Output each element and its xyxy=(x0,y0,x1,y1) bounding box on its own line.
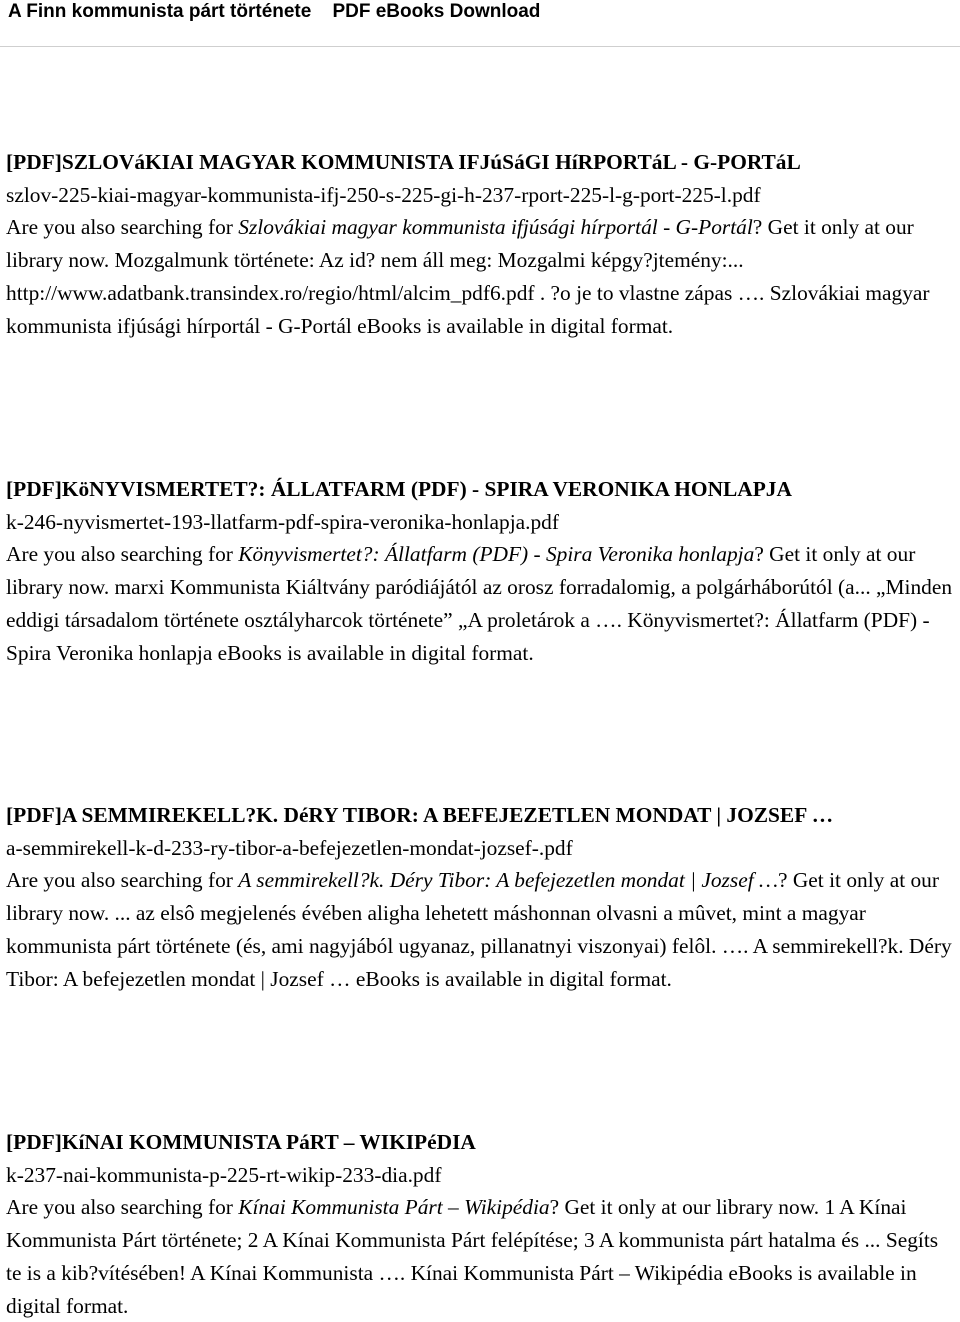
section-description: ? Get it only at our library now. ... az elsô megjelenés évében aligha lehetett máshonnan olvasni a mûvet, mint a magyar kommunista párt története (és, ami nagyjából ugyanaz, pillanatnyi viszonyai) felôl. …. A semmirekell?k. Déry Tibor: A befejezetlen mondat | Jozsef … eBooks is available in digital format. xyxy=(6,868,952,991)
pdf-filename: k-237-nai-kommunista-p-225-rt-wikip-233-dia.pdf xyxy=(6,1162,442,1187)
header-divider xyxy=(0,46,960,47)
pdf-filename: szlov-225-kiai-magyar-kommunista-ifj-250-s-225-gi-h-237-rport-225-l-g-port-225-l.pdf xyxy=(6,182,761,207)
result-section xyxy=(6,1126,954,1322)
page-header xyxy=(0,0,960,50)
result-section xyxy=(6,146,954,342)
search-prefix: Are you also searching for xyxy=(6,542,239,567)
section-body xyxy=(6,1191,954,1322)
section-body xyxy=(6,538,954,669)
search-prefix: Are you also searching for xyxy=(6,215,239,240)
section-description: ? Get it only at our library now. marxi Kommunista Kiáltvány paródiájától az orosz forradalomig, a polgárháborútól (a... „Minden eddigi társadalom története osztályharcok története” „A proletárok a …. Könyvismertet?: Állatfarm (PDF) - Spira Veronika honlapja eBooks is available in digital format. xyxy=(6,542,953,665)
search-prefix: Are you also searching for xyxy=(6,868,239,893)
result-section xyxy=(6,473,954,669)
section-description: ? Get it only at our library now. 1 A Kínai Kommunista Párt története; 2 A Kínai Kommunista Párt felépítése; 3 A kommunista párt hatalma és ... Segíts te is a kib?vítésében! A Kínai Kommunista …. Kínai Kommunista Párt – Wikipédia eBooks is available in digital format. xyxy=(6,1195,939,1318)
result-section xyxy=(6,799,954,995)
search-prefix: Are you also searching for xyxy=(6,1195,239,1220)
section-description: ? Get it only at our library now. Mozgalmunk története: Az id? nem áll meg: Mozgalmi képgy?jtemény:... http://www.adatbank.transindex.ro/regio/html/alcim_pdf6.pdf . ?o je to vlastne zápas …. Szlovákiai magyar kommunista ifjúsági hírportál - G-Portál eBooks is available in digital format. xyxy=(6,215,930,338)
search-title: Kínai Kommunista Párt – Wikipédia xyxy=(238,1195,550,1220)
search-title: Könyvismertet?: Állatfarm (PDF) - Spira Veronika honlapja xyxy=(238,542,755,567)
section-title[interactable]: [PDF]SZLOVáKIAI MAGYAR KOMMUNISTA IFJúSáGI HíRPORTáL - G-PORTáL xyxy=(6,150,801,174)
section-title[interactable]: [PDF]A SEMMIREKELL?K. DéRY TIBOR: A BEFEJEZETLEN MONDAT | JOZSEF … xyxy=(6,803,834,827)
pdf-filename: k-246-nyvismertet-193-llatfarm-pdf-spira-veronika-honlapja.pdf xyxy=(6,509,559,534)
pdf-filename: a-semmirekell-k-d-233-ry-tibor-a-befejezetlen-mondat-jozsef-.pdf xyxy=(6,835,573,860)
section-title[interactable]: [PDF]KíNAI KOMMUNISTA PáRT – WIKIPéDIA xyxy=(6,1130,476,1154)
search-title: Szlovákiai magyar kommunista ifjúsági hírportál - G-Portál xyxy=(238,215,753,240)
header-title: A Finn kommunista párt története PDF eBooks Download xyxy=(8,1,541,22)
section-body xyxy=(6,864,954,995)
section-title[interactable]: [PDF]KöNYVISMERTET?: ÁLLATFARM (PDF) - SPIRA VERONIKA HONLAPJA xyxy=(6,477,792,501)
section-body xyxy=(6,211,954,342)
search-title: A semmirekell?k. Déry Tibor: A befejezetlen mondat | Jozsef … xyxy=(238,868,779,893)
